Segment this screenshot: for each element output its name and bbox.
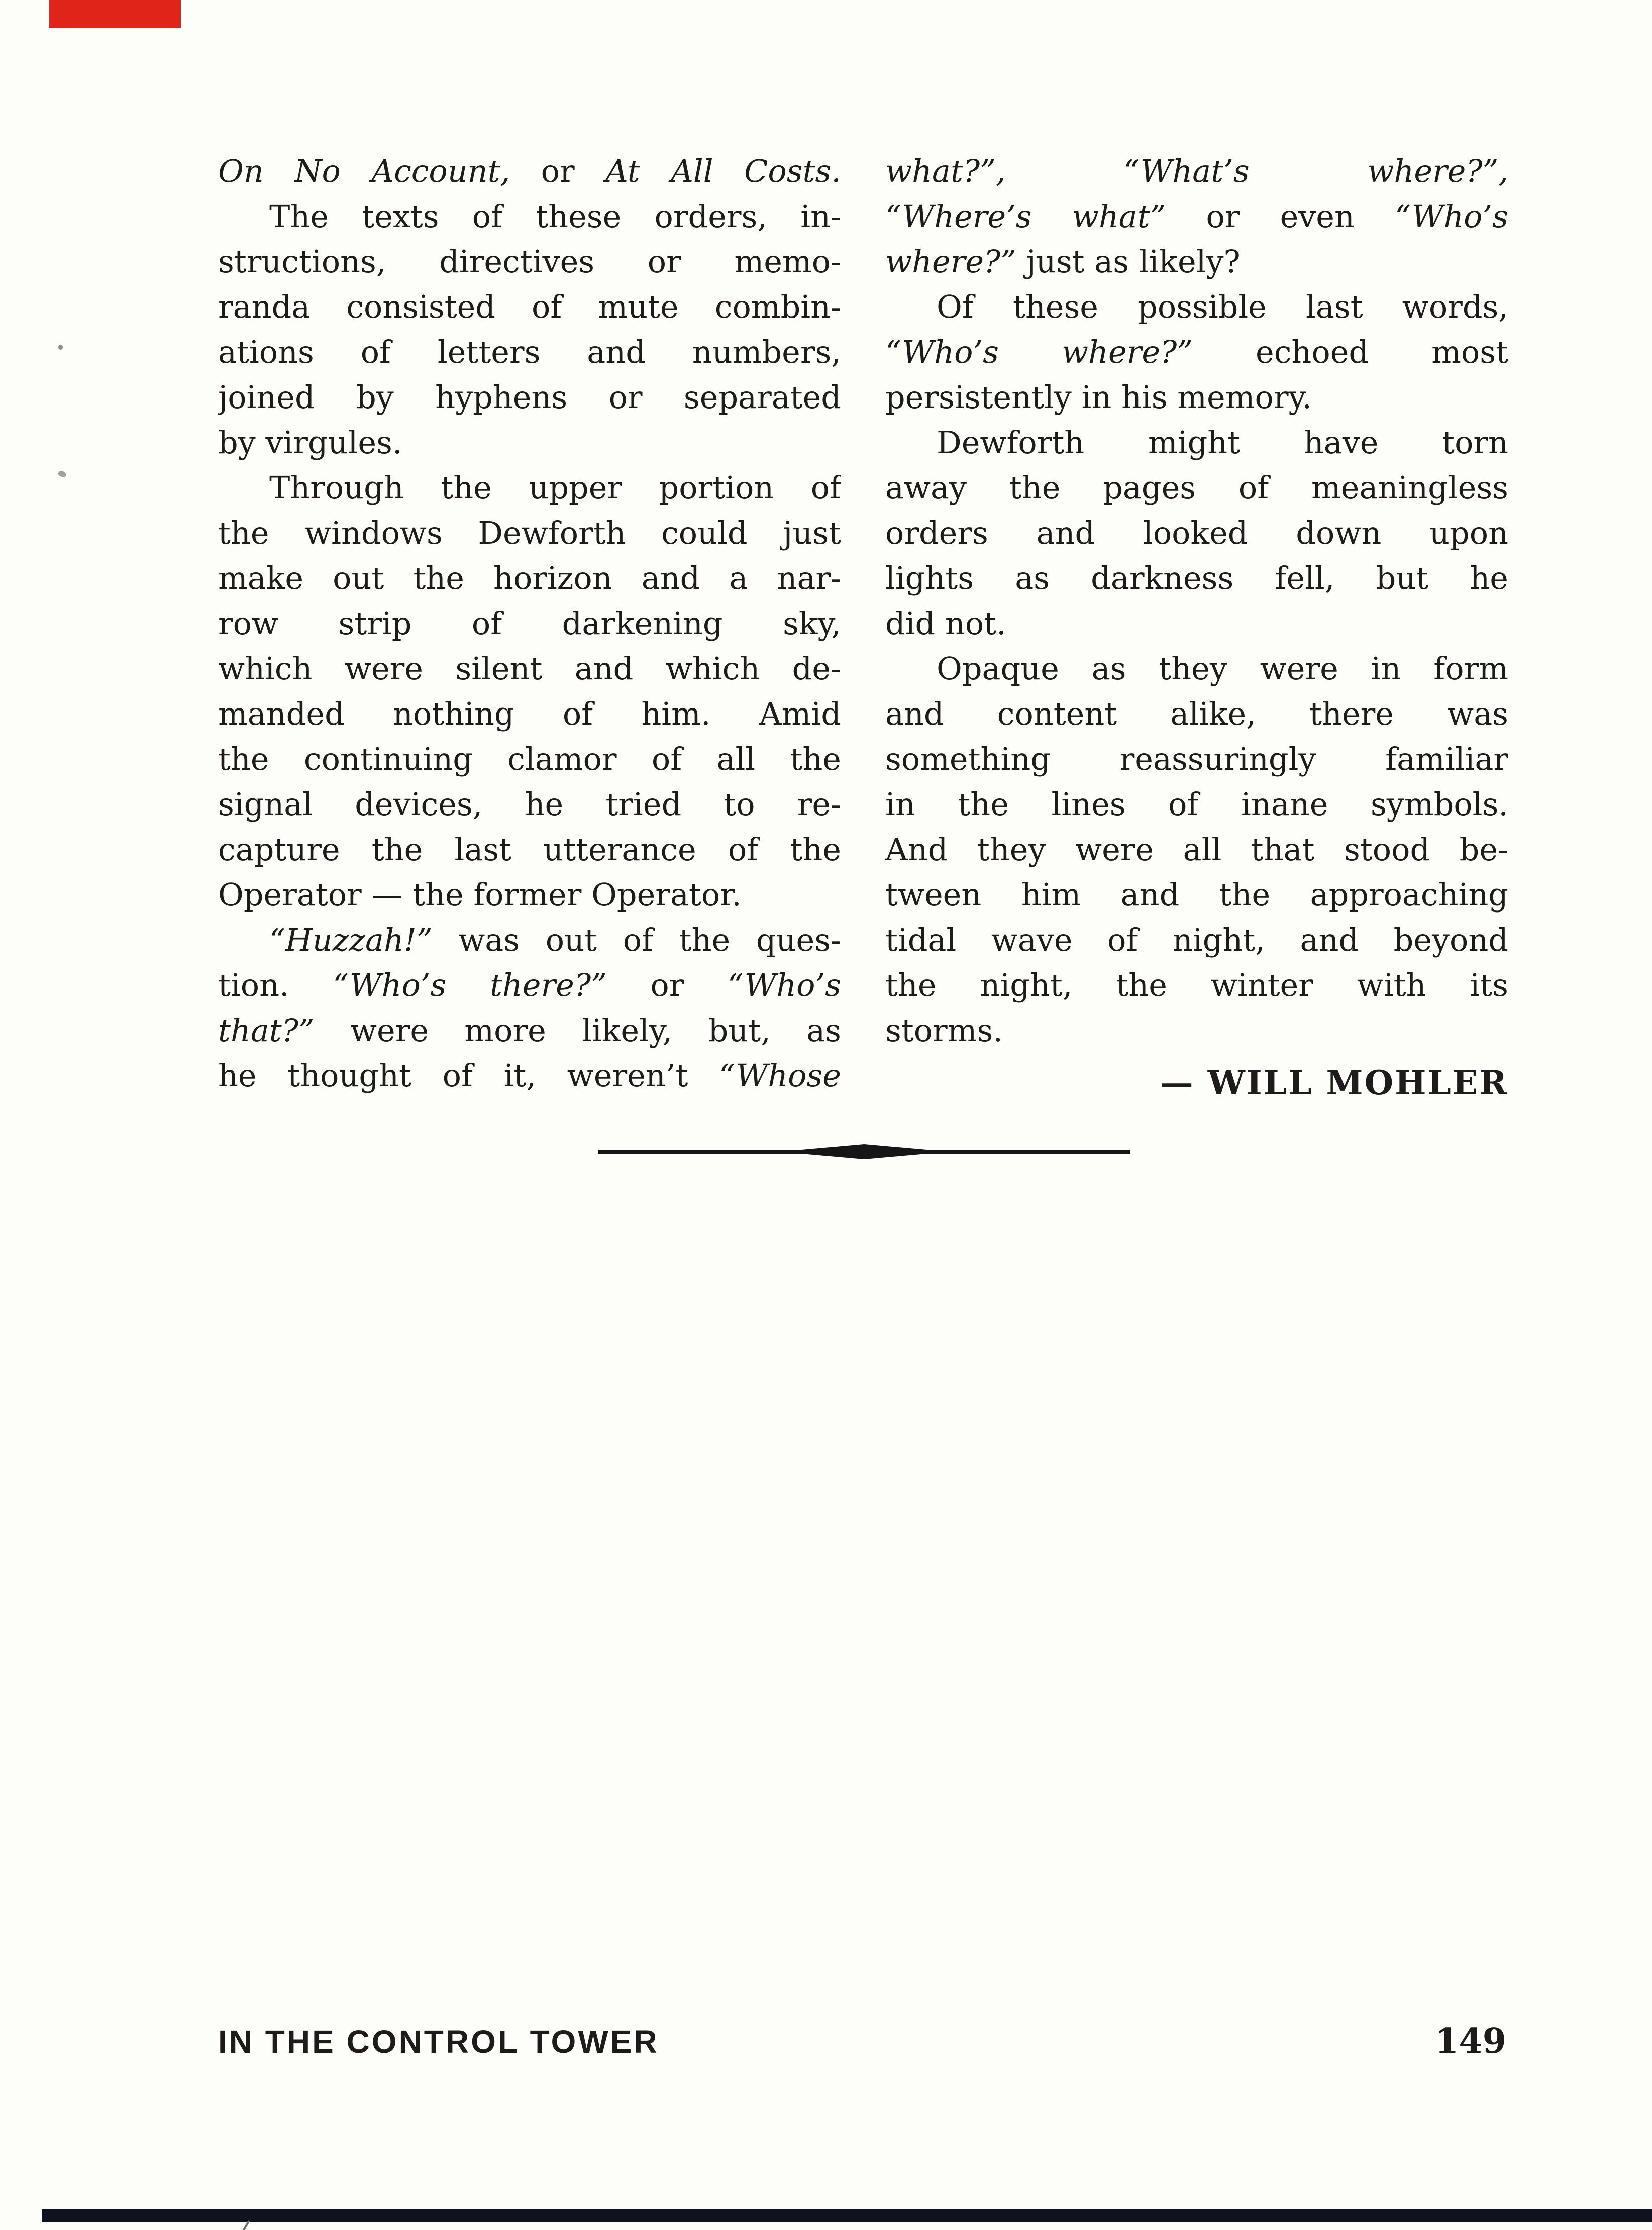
text-line: [218, 737, 841, 782]
text-line: [885, 601, 1508, 646]
text-column-right: [885, 149, 1508, 1105]
text-line: [885, 420, 1508, 465]
section-divider: [598, 1142, 1130, 1162]
text-line: [218, 149, 841, 194]
byline: — WILL MOHLER: [1160, 1063, 1508, 1102]
body-text: and content alike, there was: [885, 695, 1508, 732]
text-line: [885, 1008, 1508, 1053]
text-line: [218, 918, 841, 963]
body-text: capture the last utterance of the: [218, 831, 841, 868]
body-text: the continuing clamor of all the: [218, 741, 841, 777]
text-line: [218, 827, 841, 872]
italic-text: that?”: [218, 1012, 315, 1049]
text-line: [218, 963, 841, 1008]
italic-text: “Who’s: [728, 967, 841, 1003]
body-text: away the pages of meaningless: [885, 469, 1508, 506]
text-line: [885, 737, 1508, 782]
text-line: [885, 375, 1508, 420]
italic-text: On No Account,: [218, 153, 510, 189]
scan-artifact-dot: [58, 345, 63, 350]
text-column-left: [218, 149, 841, 1098]
body-text: in the lines of inane symbols.: [885, 786, 1508, 823]
italic-text: where?”: [885, 243, 1016, 280]
body-text: randa consisted of mute combin-: [218, 288, 841, 325]
body-text: something reassuringly familiar: [885, 741, 1508, 777]
body-text: just as likely?: [1016, 243, 1241, 280]
body-text: Dewforth might have torn: [937, 424, 1508, 461]
body-text: or: [606, 967, 728, 1003]
body-text: Opaque as they were in form: [937, 650, 1508, 687]
footer-title: IN THE CONTROL TOWER: [218, 2023, 659, 2060]
italic-text: “Who’s where?”: [885, 334, 1193, 370]
italic-text: “Whose: [719, 1057, 841, 1094]
text-line: [218, 646, 841, 691]
body-text: lights as darkness fell, but he: [885, 560, 1508, 596]
body-text: which were silent and which de-: [218, 650, 841, 687]
italic-text: At All Costs.: [605, 153, 841, 189]
bottom-ink-bar: [42, 2209, 1652, 2222]
body-text: by virgules.: [218, 424, 402, 461]
text-line: [885, 872, 1508, 918]
text-line: [218, 330, 841, 375]
text-line: [218, 194, 841, 239]
text-line: [885, 330, 1508, 375]
text-line: [885, 465, 1508, 511]
text-line: [885, 556, 1508, 601]
text-line: [218, 782, 841, 827]
body-text: Of these possible last words,: [937, 288, 1508, 325]
body-text: manded nothing of him. Amid: [218, 695, 841, 732]
column-right-paragraphs: [885, 149, 1508, 1053]
text-line: [885, 284, 1508, 330]
body-text: joined by hyphens or separated: [218, 379, 841, 416]
footer: [218, 2021, 1506, 2061]
text-line: [885, 194, 1508, 239]
text-line: [218, 420, 841, 465]
text-line: [885, 149, 1508, 194]
body-text: he thought of it, weren’t: [218, 1057, 719, 1094]
italic-text: “Who’s there?”: [333, 967, 607, 1003]
body-text: structions, directives or memo-: [218, 243, 841, 280]
paragraph: [218, 465, 841, 918]
body-text: The texts of these orders, in-: [269, 198, 841, 235]
body-text: the night, the winter with its: [885, 967, 1508, 1003]
body-text: persistently in his memory.: [885, 379, 1312, 416]
divider-diamond: [779, 1144, 950, 1159]
body-text: signal devices, he tried to re-: [218, 786, 841, 823]
body-text: echoed most: [1192, 334, 1508, 370]
paragraph: [885, 646, 1508, 1053]
body-text: or: [510, 153, 606, 189]
body-text: the windows Dewforth could just: [218, 515, 841, 551]
body-text: was out of the ques-: [432, 922, 841, 958]
body-text: Through the upper portion of: [269, 469, 841, 506]
text-line: [218, 465, 841, 511]
body-text: make out the horizon and a nar-: [218, 560, 841, 596]
text-line: [885, 963, 1508, 1008]
column-left-paragraphs: [218, 149, 841, 1098]
paragraph: [885, 149, 1508, 284]
body-text: row strip of darkening sky,: [218, 605, 841, 642]
body-text: Operator — the former Operator.: [218, 876, 742, 913]
body-text: were more likely, but, as: [314, 1012, 841, 1049]
paragraph: [218, 918, 841, 1098]
text-line: [218, 556, 841, 601]
italic-text: “Where’s what”: [885, 198, 1166, 235]
red-corner-mark: [49, 0, 181, 28]
text-line: [885, 918, 1508, 963]
text-line: [885, 239, 1508, 284]
text-line: [218, 691, 841, 737]
text-line: [218, 239, 841, 284]
text-line: [218, 375, 841, 420]
paragraph: [885, 284, 1508, 420]
paragraph: [885, 420, 1508, 646]
page-number: 149: [1435, 2021, 1506, 2061]
body-text: or even: [1166, 198, 1395, 235]
body-text: And they were all that stood be-: [885, 831, 1508, 868]
text-line: [218, 1008, 841, 1053]
text-line: [885, 691, 1508, 737]
body-text: did not.: [885, 605, 1006, 642]
body-text: tidal wave of night, and beyond: [885, 922, 1508, 958]
body-text: tween him and the approaching: [885, 876, 1508, 913]
text-line: [218, 284, 841, 330]
text-line: [218, 1053, 841, 1098]
italic-text: “Huzzah!”: [269, 922, 433, 958]
italic-text: “Who’s: [1395, 198, 1508, 235]
scan-artifact-mark: [57, 470, 67, 478]
text-line: [885, 782, 1508, 827]
text-line: [885, 827, 1508, 872]
text-line: [218, 872, 841, 918]
text-line: [218, 601, 841, 646]
body-text: storms.: [885, 1012, 1003, 1049]
text-line: [218, 511, 841, 556]
text-line: [885, 511, 1508, 556]
italic-text: what?”, “What’s where?”,: [885, 153, 1508, 189]
text-line: [885, 646, 1508, 691]
body-text: ations of letters and numbers,: [218, 334, 841, 370]
body-text: tion.: [218, 967, 333, 1003]
paragraph: [218, 194, 841, 465]
body-text: orders and looked down upon: [885, 515, 1508, 551]
paragraph: [218, 149, 841, 194]
